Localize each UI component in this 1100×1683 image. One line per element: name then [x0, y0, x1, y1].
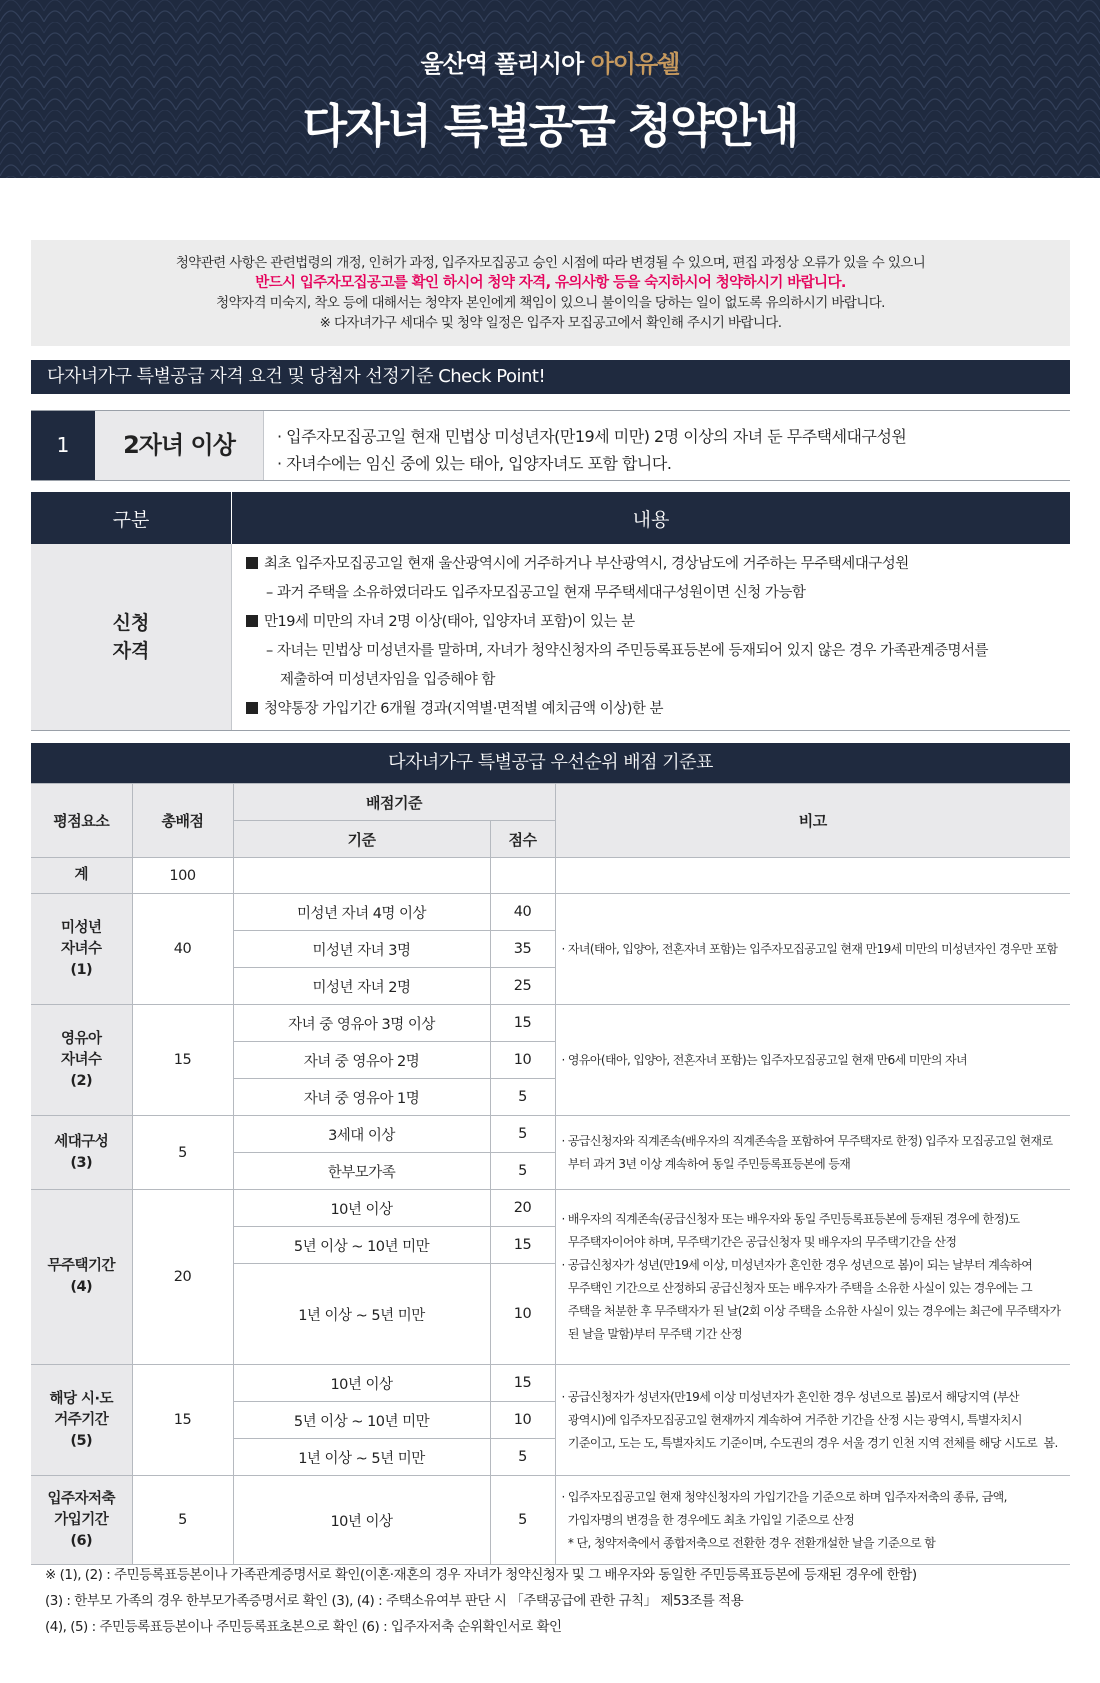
score-standard: 10년 이상: [233, 1476, 490, 1565]
score-remark-line: 부터 과거 3년 이상 계속하여 동일 주민등록표등본에 등재: [561, 1156, 851, 1171]
condition-lines: [277, 423, 906, 477]
score-points: 5: [490, 1439, 555, 1476]
score-factor-line: (4): [70, 1279, 93, 1295]
score-standard: 미성년 자녀 3명: [233, 931, 490, 968]
score-points: 10: [490, 1264, 555, 1365]
qualification-table: [31, 492, 1070, 731]
qualification-label-line: 신청: [112, 612, 150, 634]
qualification-item: [246, 608, 1070, 637]
score-remark: [555, 1365, 1070, 1476]
score-remark-line: · 영유아(태아, 입양아, 전혼자녀 포함)는 입주자모집공고일 현재 만6세 미만의 자녀: [561, 1052, 968, 1067]
header-remarks: 비고: [555, 784, 1070, 858]
square-bullet-icon: [246, 615, 258, 627]
qualification-item: [246, 695, 1070, 724]
header-standard: 기준: [233, 821, 490, 858]
qualification-subitem: – 과거 주택을 소유하였더라도 입주자모집공고일 현재 무주택세대구성원이면 신청 가능함: [266, 585, 806, 601]
qualification-header-category: 구분: [31, 492, 232, 544]
footnotes: [45, 1562, 917, 1640]
score-factor: [31, 1190, 132, 1365]
score-points: 5: [490, 1079, 555, 1116]
sum-empty: [490, 858, 555, 894]
score-standard: 10년 이상: [233, 1190, 490, 1227]
score-points: 25: [490, 968, 555, 1005]
qualification-item-text: 최초 입주자모집공고일 현재 울산광역시에 거주하거나 부산광역시, 경상남도에 거주하는 무주택세대구성원: [264, 556, 909, 572]
sum-empty: [555, 858, 1070, 894]
notice-line: ※ 다자녀가구 세대수 및 청약 일정은 입주자 모집공고에서 확인해 주시기 바랍니다.: [319, 315, 782, 331]
score-points: 10: [490, 1042, 555, 1079]
score-remark: [555, 1116, 1070, 1190]
qualification-header-row: [31, 492, 1070, 544]
score-total: 5: [132, 1116, 233, 1190]
page-title: 다자녀 특별공급 청약안내: [302, 99, 798, 153]
condition-number: 1: [31, 411, 95, 480]
score-remark-line: · 자녀(태아, 입양아, 전혼자녀 포함)는 입주자모집공고일 현재 만19세 미만의 미성년자인 경우만 포함: [561, 941, 1058, 956]
score-remark-line: · 배우자의 직계존속(공급신청자 또는 배우자와 동일 주민등록표등본에 등재된 경우에 한정)도: [561, 1212, 1020, 1226]
score-points: 35: [490, 931, 555, 968]
score-remark-line: · 공급신청자가 성년자(만19세 이상 미성년자가 혼인한 경우 성년으로 봄)로서 해당지역 (부산: [561, 1389, 1019, 1404]
score-remark-line: 무주택인 기간으로 산정하되 공급신청자 또는 배우자가 주택을 소유한 사실이 있는 경우에는 그: [561, 1281, 1032, 1295]
score-remark: [555, 1190, 1070, 1365]
square-bullet-icon: [246, 557, 258, 569]
score-factor-line: (1): [70, 961, 93, 978]
qualification-row: [31, 544, 1070, 731]
score-factor-line: 무주택기간: [47, 1258, 116, 1274]
score-total: 5: [132, 1476, 233, 1565]
score-factor: [31, 1365, 132, 1476]
footnote-line: (4), (5) : 주민등록표등본이나 주민등록표초본으로 확인 (6) : 입주자저축 순위확인서로 확인: [45, 1619, 562, 1635]
score-remark-line: * 단, 청약저축에서 종합저축으로 전환한 경우 전환개설한 날을 기준으로 함: [561, 1535, 936, 1550]
score-standard: 1년 이상 ~ 5년 미만: [233, 1439, 490, 1476]
score-factor-line: 자녀수: [60, 940, 102, 957]
score-total: 40: [132, 894, 233, 1005]
score-points: 5: [490, 1153, 555, 1190]
subtitle-prefix: 울산역 폴리시아: [420, 50, 591, 78]
score-remark-line: · 공급신청자와 직계존속(배우자의 직계존속을 포함하여 무주택자로 한정) 입주자 모집공고일 현재로: [561, 1133, 1053, 1148]
score-table-title: 다자녀가구 특별공급 우선순위 배점 기준표: [31, 743, 1070, 783]
score-total: 15: [132, 1365, 233, 1476]
notice-warning: 반드시 입주자모집공고를 확인 하시어 청약 자격, 유의사항 등을 숙지하시어 청약하시기 바랍니다.: [255, 275, 846, 291]
score-remark-line: 주택을 처분한 후 무주택자가 된 날(2회 이상 주택을 소유한 사실이 있는 경우에는 최근에 무주택자가: [561, 1304, 1061, 1318]
header-total: 총배점: [132, 784, 233, 858]
qualification-subitem: 제출하여 미성년자임을 입증해야 함: [280, 672, 495, 688]
score-row: [31, 1476, 1070, 1565]
condition-line: · 자녀수에는 임신 중에 있는 태아, 입양자녀도 포함 합니다.: [277, 454, 672, 473]
condition-line: · 입주자모집공고일 현재 민법상 미성년자(만19세 미만) 2명 이상의 자녀 둔 무주택세대구성원: [277, 427, 907, 446]
header-subtitle: [0, 44, 1100, 79]
score-row: [31, 1190, 1070, 1227]
score-factor: [31, 1116, 132, 1190]
sum-total: 100: [132, 858, 233, 894]
score-standard: 5년 이상 ~ 10년 미만: [233, 1402, 490, 1439]
qualification-item-text: 만19세 미만의 자녀 2명 이상(태아, 입양자녀 포함)이 있는 분: [264, 614, 635, 630]
score-standard: 자녀 중 영유아 2명: [233, 1042, 490, 1079]
score-remark: [555, 1005, 1070, 1116]
score-remark-line: 광역시)에 입주자모집공고일 현재까지 계속하여 거주한 기간을 산정 시는 광역시, 특별자치시: [561, 1412, 1022, 1427]
score-remark-line: 가입자명의 변경을 한 경우에도 최초 가입일 기준으로 산정: [561, 1512, 855, 1527]
score-factor-line: 미성년: [60, 919, 102, 936]
score-remark-line: · 공급신청자가 성년(만19세 이상, 미성년자가 혼인한 경우 성년으로 봄)이 되는 날부터 계속하여: [561, 1258, 1033, 1272]
qualification-label: [31, 544, 232, 731]
score-remark: [555, 894, 1070, 1005]
score-points: 5: [490, 1116, 555, 1153]
score-row: [31, 1005, 1070, 1042]
footnote-line: ※ (1), (2) : 주민등록표등본이나 가족관계증명서로 확인(이혼·재혼의 경우 자녀가 청약신청자 및 그 배우자와 동일한 주민등록표등본에 등재된 경우에 한함): [45, 1567, 917, 1583]
score-remark: [555, 1476, 1070, 1565]
score-row: [31, 894, 1070, 931]
notice-line: 청약관련 사항은 관련법령의 개정, 인허가 과정, 입주자모집공고 승인 시점에 따라 변경될 수 있으며, 편집 과정상 오류가 있을 수 있으니: [175, 255, 926, 271]
score-standard: 미성년 자녀 4명 이상: [233, 894, 490, 931]
header-points: 점수: [490, 821, 555, 858]
square-bullet-icon: [246, 702, 258, 714]
score-standard: 자녀 중 영유아 3명 이상: [233, 1005, 490, 1042]
condition-row: [31, 410, 1070, 481]
sum-empty: [233, 858, 490, 894]
score-header-row: [31, 784, 1070, 821]
notice-line: 청약자격 미숙지, 착오 등에 대해서는 청약자 본인에게 책임이 있으니 불이익을 당하는 일이 없도록 유의하시기 바랍니다.: [216, 295, 885, 311]
score-row: [31, 1116, 1070, 1153]
score-remark-line: 무주택자이어야 하며, 무주택기간은 공급신청자 및 배우자의 무주택기간을 산정: [561, 1235, 957, 1249]
score-points: 10: [490, 1402, 555, 1439]
score-points: 5: [490, 1476, 555, 1565]
score-points: 40: [490, 894, 555, 931]
qualification-item-text: 청약통장 가입기간 6개월 경과(지역별·면적별 예치금액 이상)한 분: [264, 701, 663, 717]
qualification-item: [246, 550, 1070, 579]
score-standard: 10년 이상: [233, 1365, 490, 1402]
sum-row: [31, 858, 1070, 894]
score-factor-line: 자녀수: [60, 1051, 102, 1068]
score-standard: 5년 이상 ~ 10년 미만: [233, 1227, 490, 1264]
qualification-subitem: – 자녀는 민법상 미성년자를 말하며, 자녀가 청약신청자의 주민등록표등본에 등재되어 있지 않은 경우 가족관계증명서를: [266, 643, 989, 659]
score-total: 20: [132, 1190, 233, 1365]
score-factor-line: (6): [70, 1532, 93, 1549]
sum-label: 계: [31, 858, 132, 894]
footnote-line: (3) : 한부모 가족의 경우 한부모가족증명서로 확인 (3), (4) : 주택소유여부 판단 시 「주택공급에 관한 규칙」 제53조를 적용: [45, 1593, 744, 1609]
notice-box: [31, 240, 1070, 346]
score-points: 15: [490, 1227, 555, 1264]
score-factor: [31, 894, 132, 1005]
score-remark-line: · 입주자모집공고일 현재 청약신청자의 가입기간을 기준으로 하며 입주자저축의 종류, 금액,: [561, 1489, 1007, 1504]
score-remark-line: 된 날을 말함)부터 무주택 기간 산정: [561, 1327, 742, 1341]
score-points: 15: [490, 1005, 555, 1042]
score-factor-line: 거주기간: [54, 1411, 109, 1428]
score-factor-line: (5): [70, 1432, 93, 1449]
score-points: 15: [490, 1365, 555, 1402]
page-header: [0, 0, 1100, 178]
score-factor: [31, 1476, 132, 1565]
score-standard: 자녀 중 영유아 1명: [233, 1079, 490, 1116]
score-points: 20: [490, 1190, 555, 1227]
score-factor-line: (3): [70, 1154, 93, 1171]
score-standard: 한부모가족: [233, 1153, 490, 1190]
header-criteria: 배점기준: [233, 784, 555, 821]
score-remark-line: 기준이고, 도는 도, 특별자치도 기준이며, 수도권의 경우 서울 경기 인천 지역 전체를 해당 시도로 봄.: [561, 1435, 1058, 1450]
score-table: [31, 783, 1070, 1565]
checkpoint-title: 다자녀가구 특별공급 자격 요건 및 당첨자 선정기준 Check Point!: [31, 360, 1070, 394]
score-standard: 1년 이상 ~ 5년 미만: [233, 1264, 490, 1365]
score-standard: 3세대 이상: [233, 1116, 490, 1153]
score-factor-line: 가입기간: [54, 1511, 109, 1528]
score-total: 15: [132, 1005, 233, 1116]
subtitle-brand: 아이유쉘: [590, 50, 680, 78]
score-factor-line: (2): [70, 1072, 93, 1089]
score-factor: [31, 1005, 132, 1116]
qualification-label-line: 자격: [112, 640, 150, 662]
score-factor-line: 입주자저축: [47, 1490, 116, 1507]
qualification-content: [232, 544, 1071, 731]
condition-title: 2자녀 이상: [95, 411, 264, 480]
qualification-header-content: 내용: [232, 492, 1071, 544]
header-factor: 평점요소: [31, 784, 132, 858]
score-factor-line: 해당 시·도: [49, 1390, 114, 1407]
score-factor-line: 영유아: [60, 1030, 102, 1047]
score-row: [31, 1365, 1070, 1402]
score-factor-line: 세대구성: [54, 1133, 109, 1150]
score-standard: 미성년 자녀 2명: [233, 968, 490, 1005]
